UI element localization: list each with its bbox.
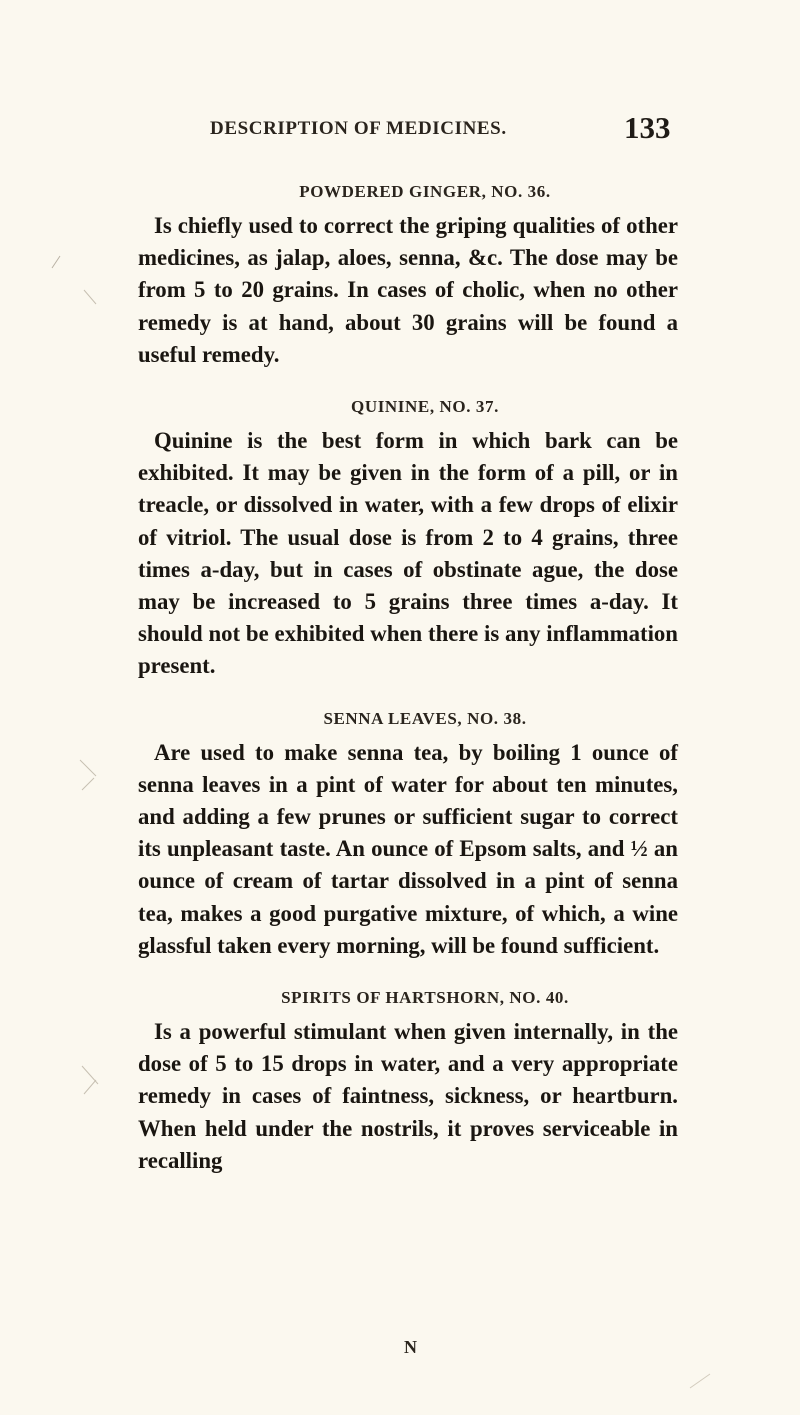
section-senna-leaves — [138, 709, 678, 962]
page-content — [138, 182, 678, 1177]
section-body: Quinine is the best form in which bark can be exhibited. It may be given in the form of a pill, or in treacle, or dissolved in water, with a few drops of elixir of vitriol. The usual dose is from 2 to 4 grains, three times a-day, but in cases of obstinate ague, the dose may be increased to 5 grains three times a-day. It should not be exhibited when there is any inflammation present. — [138, 428, 678, 679]
signature-mark: N — [404, 1337, 417, 1357]
margin-tick-mark — [84, 290, 96, 304]
section-heading: POWDERED GINGER, NO. 36. — [299, 182, 551, 201]
margin-tick-mark — [80, 760, 96, 790]
section-quinine — [138, 397, 678, 683]
margin-tick-mark — [82, 1066, 98, 1094]
page-number: 133 — [624, 110, 671, 145]
section-powdered-ginger — [138, 182, 678, 371]
section-body: Is a powerful stimulant when given internally, in the dose of 5 to 15 drops in water, and a very appropriate remedy in cases of faintness, sickness, or heartburn. When held under the nostrils, it proves serviceable in recalling — [138, 1019, 678, 1173]
section-heading: SENNA LEAVES, NO. 38. — [323, 708, 527, 728]
margin-tick-mark — [690, 1374, 710, 1388]
section-body: Are used to make senna tea, by boiling 1 ounce of senna leaves in a pint of water for about ten minutes, and adding a few prunes or sufficient sugar to correct its unpleasant taste. An ounce of Epsom salts, and ½ an ounce of cream of tartar dissolved in a pint of senna tea, makes a good purgative mixture, of which, a wine glassful taken every morning, will be found sufficient. — [138, 739, 678, 958]
margin-tick-mark — [52, 256, 60, 268]
section-spirits-of-hartshorn — [138, 988, 678, 1177]
running-head: DESCRIPTION OF MEDICINES. — [210, 118, 507, 139]
section-body: Is chiefly used to correct the griping qualities of other medicines, as jalap, aloes, senna, &c. The dose may be from 5 to 20 grains. In cases of cholic, when no other remedy is at hand, about 30 grains will be found a useful remedy. — [138, 213, 678, 367]
section-heading: QUININE, NO. 37. — [351, 397, 499, 417]
section-heading: SPIRITS OF HARTSHORN, NO. 40. — [281, 988, 569, 1008]
